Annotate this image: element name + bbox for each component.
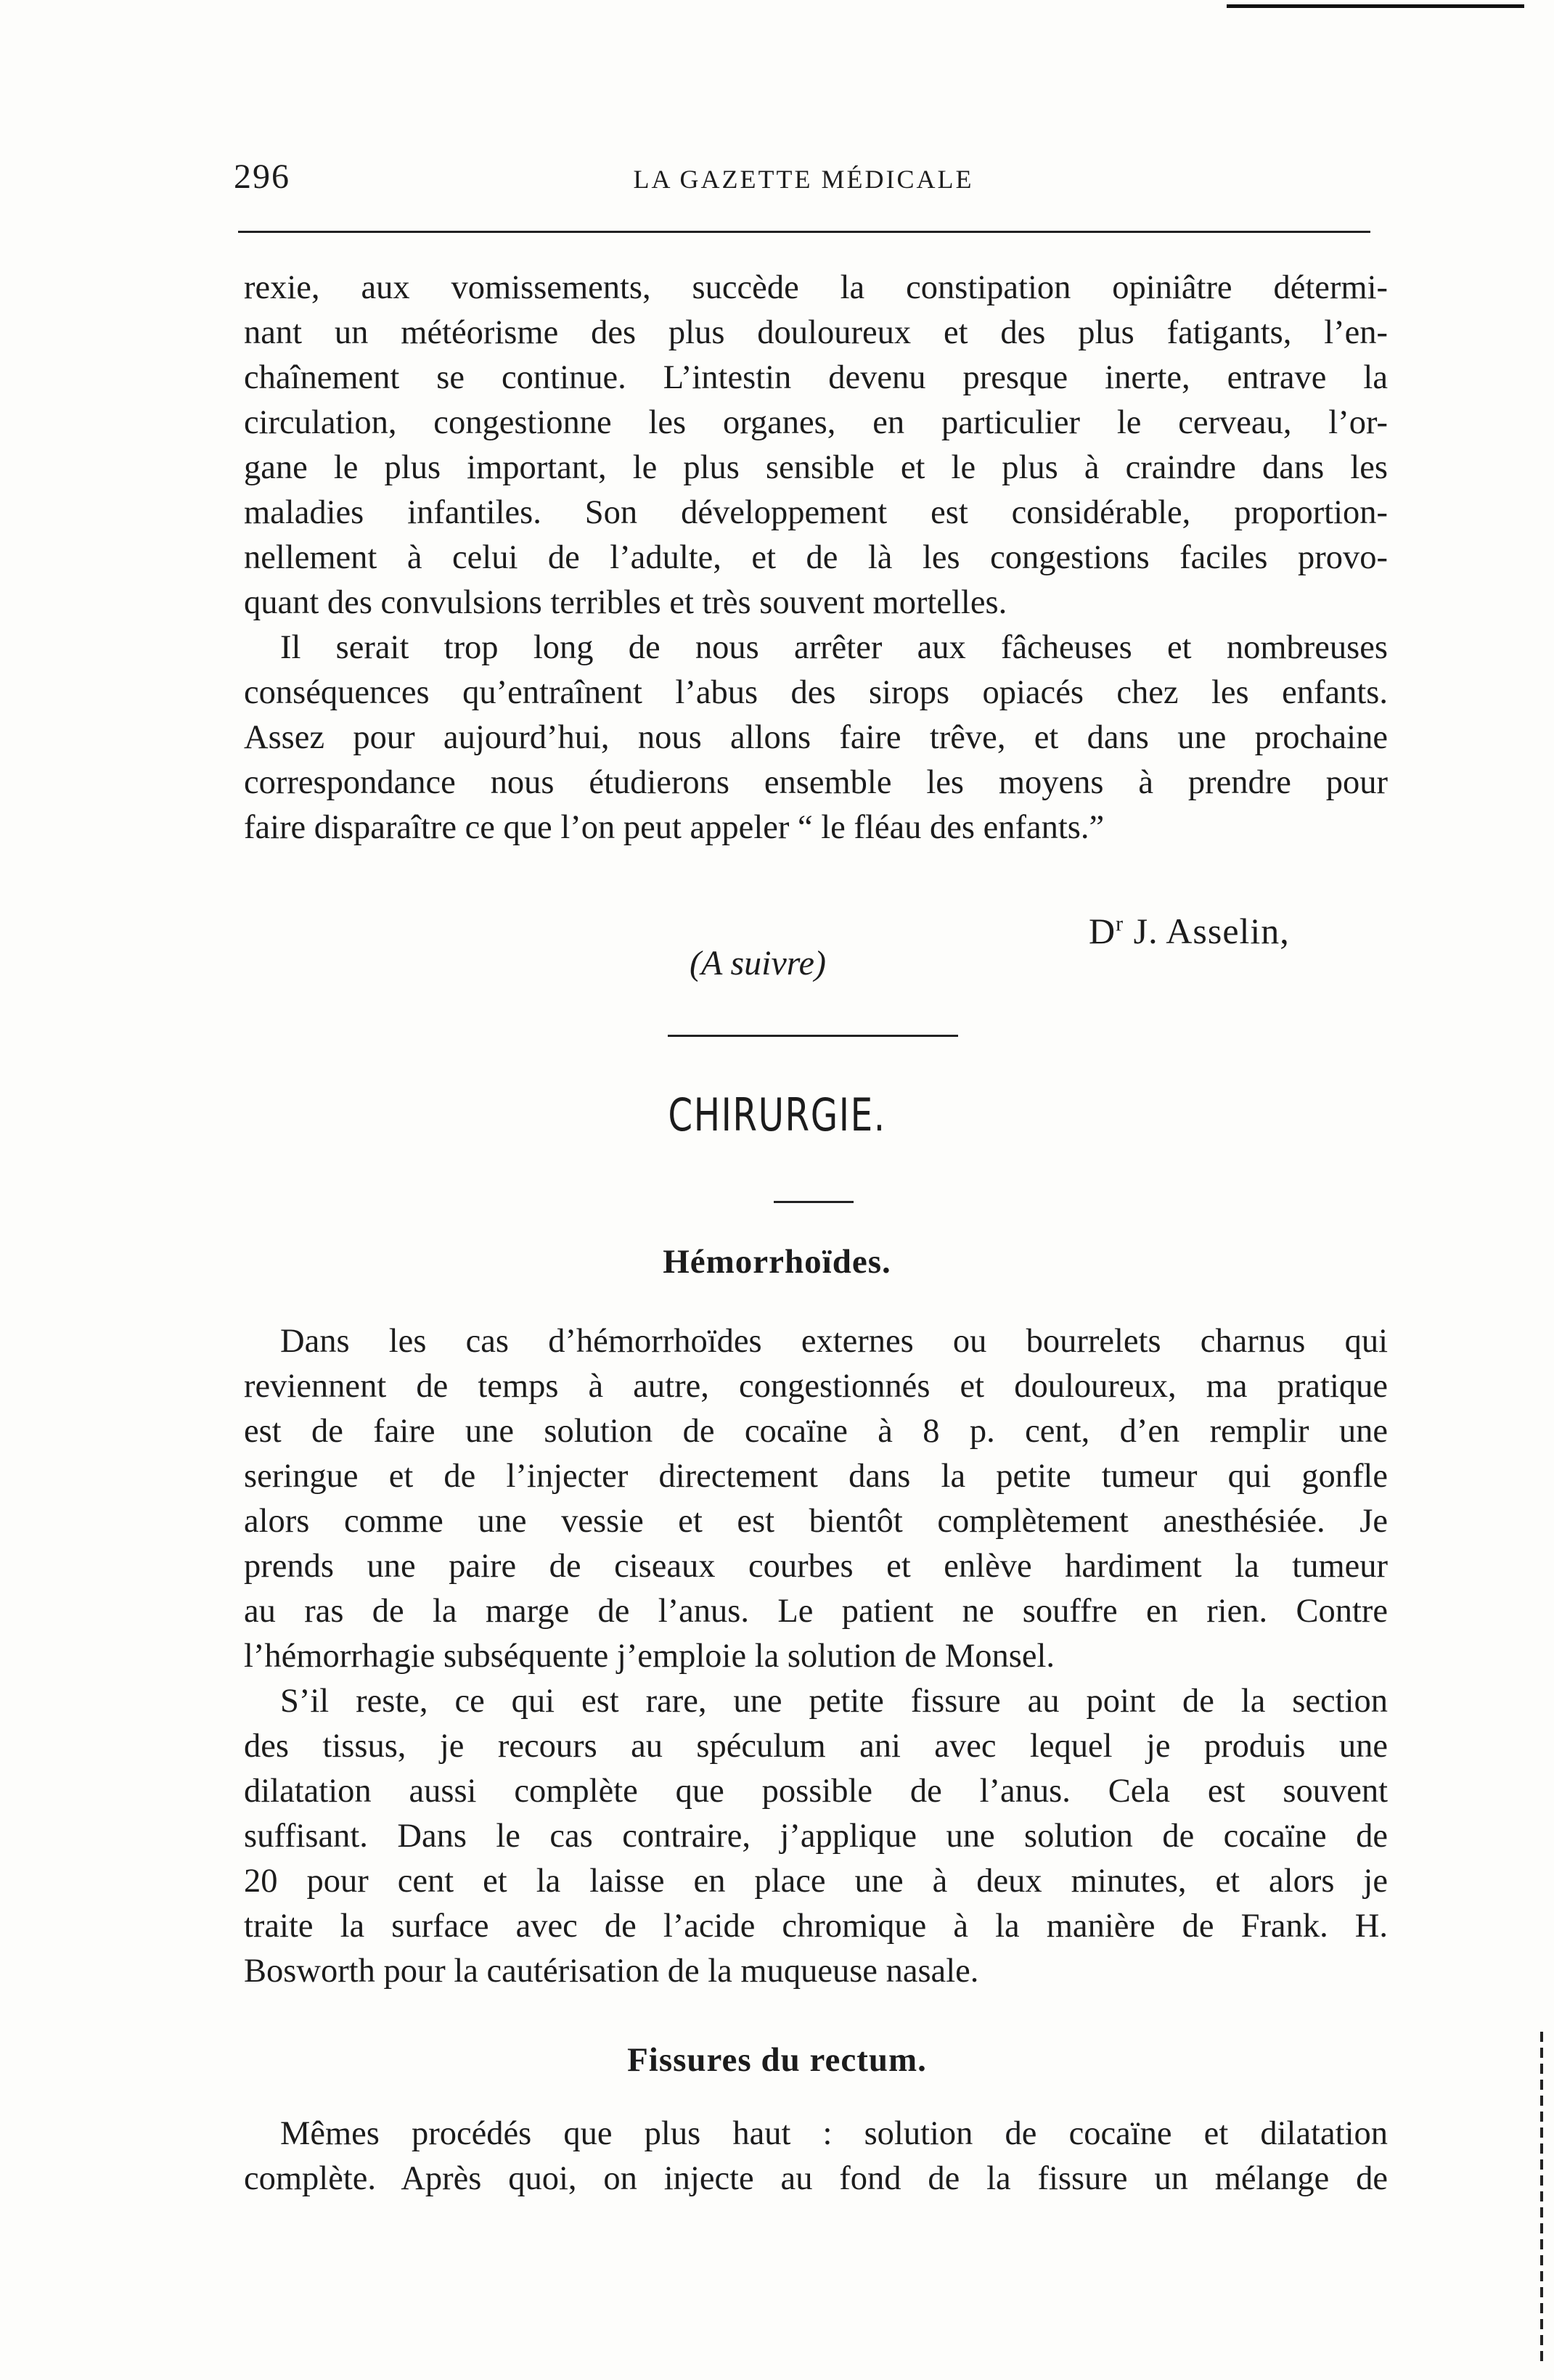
- running-header: [234, 151, 1373, 194]
- text-line: correspondance nous étudierons ensemble les moyens à prendre pour: [244, 764, 1388, 801]
- page-number: 296: [234, 157, 290, 196]
- text-line: circulation, congestionne les organes, en particulier le cerveau, l’or-: [244, 404, 1388, 441]
- text-line: reviennent de temps à autre, congestionnés et douloureux, ma pratique: [244, 1368, 1388, 1405]
- scan-artifact-line: [1227, 4, 1524, 8]
- subsection-2-body: [244, 2112, 1388, 2202]
- section-divider: [668, 1035, 958, 1037]
- section-title: CHIRURGIE.: [668, 1088, 886, 1141]
- text-line: nellement à celui de l’adulte, et de là les congestions faciles provo-: [244, 539, 1388, 576]
- text-line: nant un météorisme des plus douloureux et des plus fatigants, l’en-: [244, 314, 1388, 351]
- text-line: quant des convulsions terribles et très souvent mortelles.: [244, 584, 1007, 621]
- running-title: LA GAZETTE MÉDICALE: [633, 165, 974, 194]
- signature-name: J. Asselin,: [1133, 911, 1290, 951]
- text-line: Il serait trop long de nous arrêter aux fâcheuses et nombreuses: [280, 629, 1388, 666]
- subsection-1-body: [244, 1319, 1388, 1994]
- text-line: 20 pour cent et la laisse en place une à deux minutes, et alors je: [244, 1863, 1388, 1900]
- intro-paragraphs: [244, 266, 1388, 850]
- text-line: chaînement se continue. L’intestin devenu presque inerte, entrave la: [244, 359, 1388, 396]
- text-line: alors comme une vessie et est bientôt complètement anesthésiée. Je: [244, 1503, 1388, 1540]
- text-line: Dans les cas d’hémorrhoïdes externes ou bourrelets charnus qui: [280, 1323, 1388, 1360]
- signature-title-sup: r: [1116, 911, 1124, 936]
- text-line: seringue et de l’injecter directement dans la petite tumeur qui gonfle: [244, 1458, 1388, 1495]
- text-line: conséquences qu’entraînent l’abus des sirops opiacés chez les enfants.: [244, 674, 1388, 711]
- to-be-continued: (A suivre): [690, 944, 826, 982]
- text-line: complète. Après quoi, on injecte au fond de la fissure un mélange de: [244, 2160, 1388, 2197]
- text-line: prends une paire de ciseaux courbes et enlève hardiment la tumeur: [244, 1548, 1388, 1585]
- subsection-heading: Fissures du rectum.: [627, 2041, 927, 2079]
- text-line: Mêmes procédés que plus haut : solution de cocaïne et dilatation: [280, 2115, 1388, 2152]
- text-line: Assez pour aujourd’hui, nous allons faire trêve, et dans une prochaine: [244, 719, 1388, 756]
- text-line: maladies infantiles. Son développement est considérable, proportion-: [244, 494, 1388, 531]
- signature-title: D: [1089, 911, 1116, 951]
- subsection-heading: Hémorrhoïdes.: [663, 1243, 891, 1281]
- author-signature: [1089, 910, 1290, 952]
- header-rule: [238, 231, 1370, 233]
- text-line: dilatation aussi complète que possible de l’anus. Cela est souvent: [244, 1773, 1388, 1810]
- text-line: l’hémorrhagie subséquente j’emploie la solution de Monsel.: [244, 1638, 1055, 1675]
- text-line: S’il reste, ce qui est rare, une petite fissure au point de la section: [280, 1683, 1388, 1720]
- section-title-rule: [774, 1201, 854, 1203]
- text-line: rexie, aux vomissements, succède la constipation opiniâtre détermi-: [244, 269, 1388, 306]
- text-line: gane le plus important, le plus sensible et le plus à craindre dans les: [244, 449, 1388, 486]
- text-line: faire disparaître ce que l’on peut appeler “ le fléau des enfants.”: [244, 809, 1105, 846]
- scan-artifact-edge: [1540, 2032, 1543, 2365]
- text-line: des tissus, je recours au spéculum ani avec lequel je produis une: [244, 1728, 1388, 1765]
- text-line: est de faire une solution de cocaïne à 8 p. cent, d’en remplir une: [244, 1413, 1388, 1450]
- text-line: Bosworth pour la cautérisation de la muqueuse nasale.: [244, 1953, 979, 1990]
- text-line: suffisant. Dans le cas contraire, j’applique une solution de cocaïne de: [244, 1818, 1388, 1855]
- text-line: traite la surface avec de l’acide chromique à la manière de Frank. H.: [244, 1908, 1388, 1945]
- text-line: au ras de la marge de l’anus. Le patient ne souffre en rien. Contre: [244, 1593, 1388, 1630]
